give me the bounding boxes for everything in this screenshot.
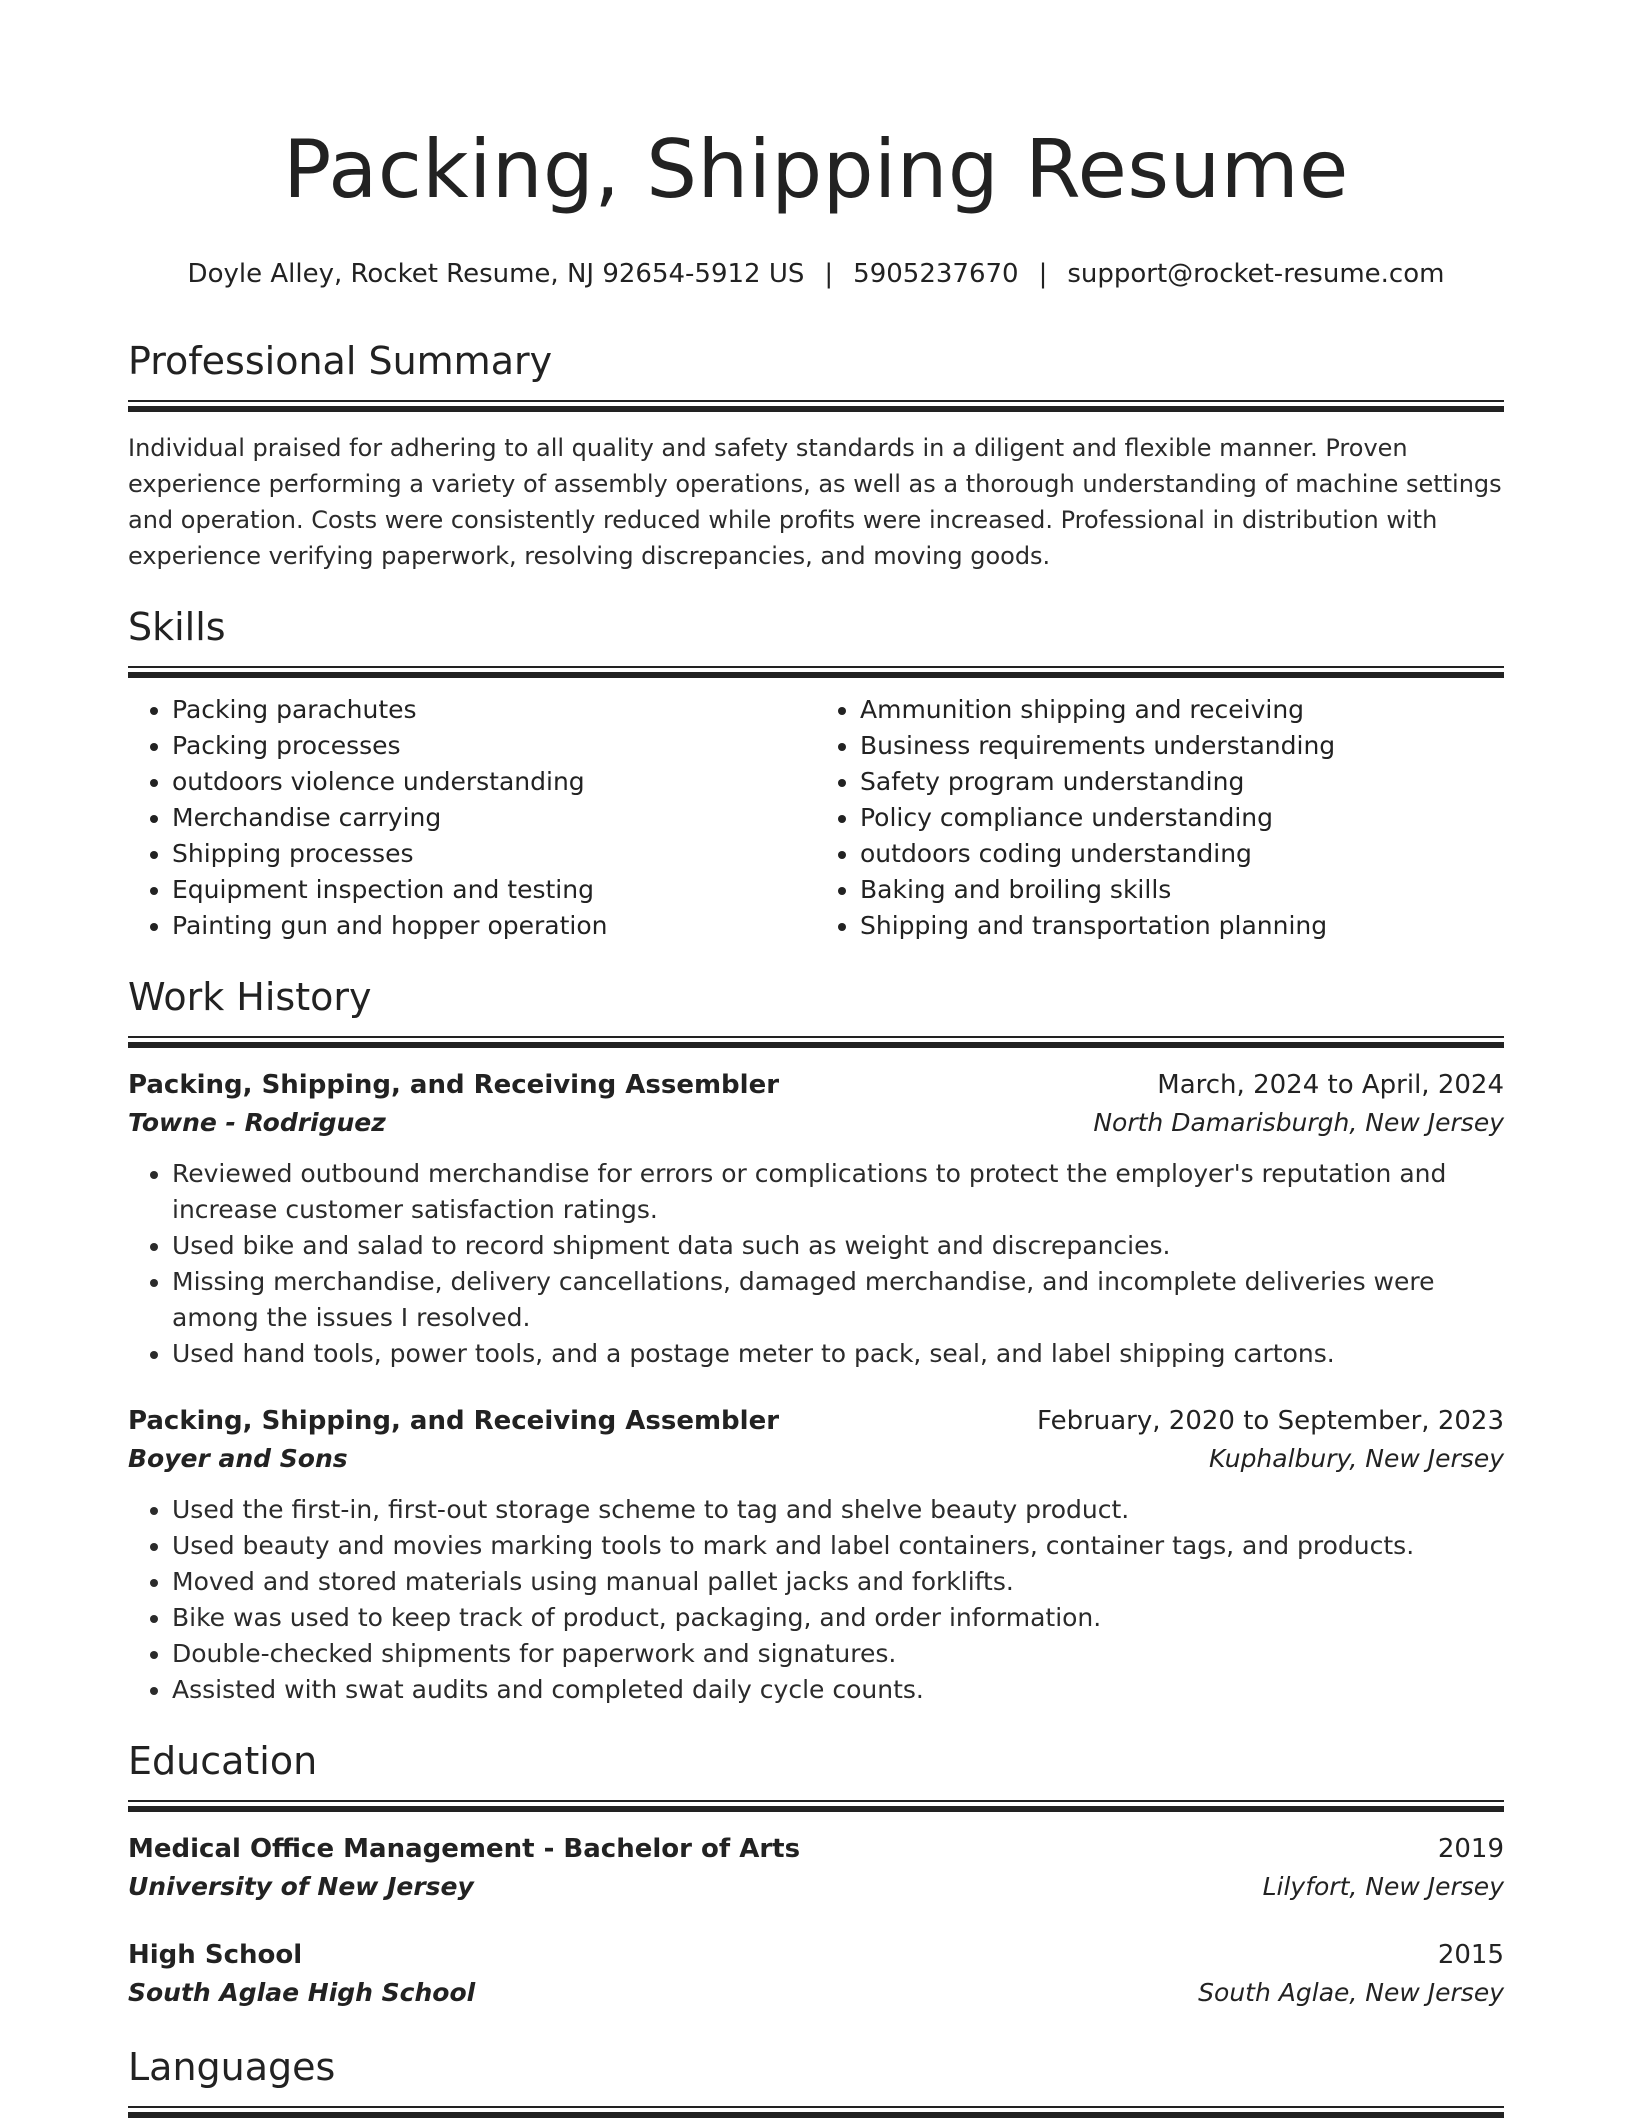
contact-separator: | xyxy=(824,259,834,289)
list-item: • Shipping and transportation planning xyxy=(860,908,1504,944)
education-location: South Aglae, New Jersey xyxy=(1198,1978,1504,2007)
list-item: • Ammunition shipping and receiving xyxy=(860,692,1504,728)
list-item: • Business requirements understanding xyxy=(860,728,1504,764)
section-languages xyxy=(128,2042,1504,2118)
list-item: • Used bike and salad to record shipment data such as weight and discrepancies. xyxy=(172,1228,1504,1264)
education-school: South Aglae High School xyxy=(128,1978,476,2007)
education-header-row xyxy=(128,1830,1504,1868)
education-header-row xyxy=(128,1936,1504,1974)
section-divider xyxy=(128,1036,1504,1048)
contact-line xyxy=(128,256,1504,292)
skills-list-right xyxy=(816,692,1504,944)
list-item: • Moved and stored materials using manual pallet jacks and forklifts. xyxy=(172,1564,1504,1600)
job-dates: February, 2020 to September, 2023 xyxy=(1037,1406,1504,1436)
job-header-row xyxy=(128,1066,1504,1104)
job-dates: March, 2024 to April, 2024 xyxy=(1157,1070,1504,1100)
skills-list-left xyxy=(128,692,816,944)
section-title: Skills xyxy=(128,605,226,649)
contact-separator: | xyxy=(1038,259,1048,289)
list-item: • Policy compliance understanding xyxy=(860,800,1504,836)
section-work-history xyxy=(128,972,1504,1708)
education-entry xyxy=(128,1830,1504,1906)
education-school-row xyxy=(128,1868,1504,1906)
job-entry xyxy=(128,1066,1504,1372)
list-item: • outdoors coding understanding xyxy=(860,836,1504,872)
section-professional-summary xyxy=(128,336,1504,574)
job-header-row xyxy=(128,1402,1504,1440)
list-item: • outdoors violence understanding xyxy=(172,764,816,800)
list-item: • Assisted with swat audits and completed daily cycle counts. xyxy=(172,1672,1504,1708)
list-item: • Used hand tools, power tools, and a postage meter to pack, seal, and label shipping cartons. xyxy=(172,1336,1504,1372)
list-item: • Missing merchandise, delivery cancellations, damaged merchandise, and incomplete deliveries were among the issues I resolved. xyxy=(172,1264,1504,1336)
section-title: Languages xyxy=(128,2045,336,2089)
list-item: • Packing processes xyxy=(172,728,816,764)
section-skills xyxy=(128,602,1504,944)
section-divider xyxy=(128,2106,1504,2118)
section-divider xyxy=(128,400,1504,412)
section-divider xyxy=(128,666,1504,678)
list-item: • Safety program understanding xyxy=(860,764,1504,800)
section-title: Education xyxy=(128,1739,318,1783)
list-item: • Used beauty and movies marking tools to mark and label containers, container tags, and products. xyxy=(172,1528,1504,1564)
education-year: 2019 xyxy=(1437,1834,1504,1864)
job-company: Boyer and Sons xyxy=(128,1444,348,1473)
job-entry xyxy=(128,1402,1504,1708)
education-school: University of New Jersey xyxy=(128,1872,474,1901)
list-item: • Baking and broiling skills xyxy=(860,872,1504,908)
job-location: North Damarisburgh, New Jersey xyxy=(1093,1108,1504,1137)
contact-address: Doyle Alley, Rocket Resume, NJ 92654-5912 US xyxy=(187,259,805,289)
job-bullets xyxy=(128,1156,1504,1372)
section-title: Professional Summary xyxy=(128,339,553,383)
education-entry xyxy=(128,1936,1504,2012)
contact-phone: 5905237670 xyxy=(853,259,1019,289)
contact-email[interactable]: support@rocket-resume.com xyxy=(1067,259,1445,289)
list-item: • Used the first-in, first-out storage scheme to tag and shelve beauty product. xyxy=(172,1492,1504,1528)
list-item: • Painting gun and hopper operation xyxy=(172,908,816,944)
education-year: 2015 xyxy=(1437,1940,1504,1970)
list-item: • Shipping processes xyxy=(172,836,816,872)
resume-title: Packing, Shipping Resume xyxy=(283,123,1349,216)
list-item: • Equipment inspection and testing xyxy=(172,872,816,908)
education-location: Lilyfort, New Jersey xyxy=(1262,1872,1504,1901)
section-title: Work History xyxy=(128,975,372,1019)
list-item: • Bike was used to keep track of product, packaging, and order information. xyxy=(172,1600,1504,1636)
list-item: • Merchandise carrying xyxy=(172,800,816,836)
job-bullets xyxy=(128,1492,1504,1708)
job-location: Kuphalbury, New Jersey xyxy=(1209,1444,1504,1473)
skills-columns xyxy=(128,692,1504,944)
job-title: Packing, Shipping, and Receiving Assembler xyxy=(128,1070,780,1100)
list-item: • Double-checked shipments for paperwork and signatures. xyxy=(172,1636,1504,1672)
job-company: Towne - Rodriguez xyxy=(128,1108,386,1137)
education-degree: High School xyxy=(128,1940,303,1970)
education-degree: Medical Office Management - Bachelor of Arts xyxy=(128,1834,801,1864)
list-item: • Reviewed outbound merchandise for errors or complications to protect the employer's reputation and increase customer satisfaction ratings. xyxy=(172,1156,1504,1228)
job-title: Packing, Shipping, and Receiving Assembler xyxy=(128,1406,780,1436)
section-education xyxy=(128,1736,1504,2012)
education-school-row xyxy=(128,1974,1504,2012)
job-company-row xyxy=(128,1104,1504,1142)
job-company-row xyxy=(128,1440,1504,1478)
summary-text: Individual praised for adhering to all quality and safety standards in a diligent and flexible manner. Proven experience performing a variety of assembly operations, as well as a thorough understanding of machine settings and operation. Costs were consistently reduced while profits were increased. Professional in distribution with experience verifying paperwork, resolving discrepancies, and moving goods. xyxy=(128,434,1502,570)
list-item: • Packing parachutes xyxy=(172,692,816,728)
section-divider xyxy=(128,1800,1504,1812)
